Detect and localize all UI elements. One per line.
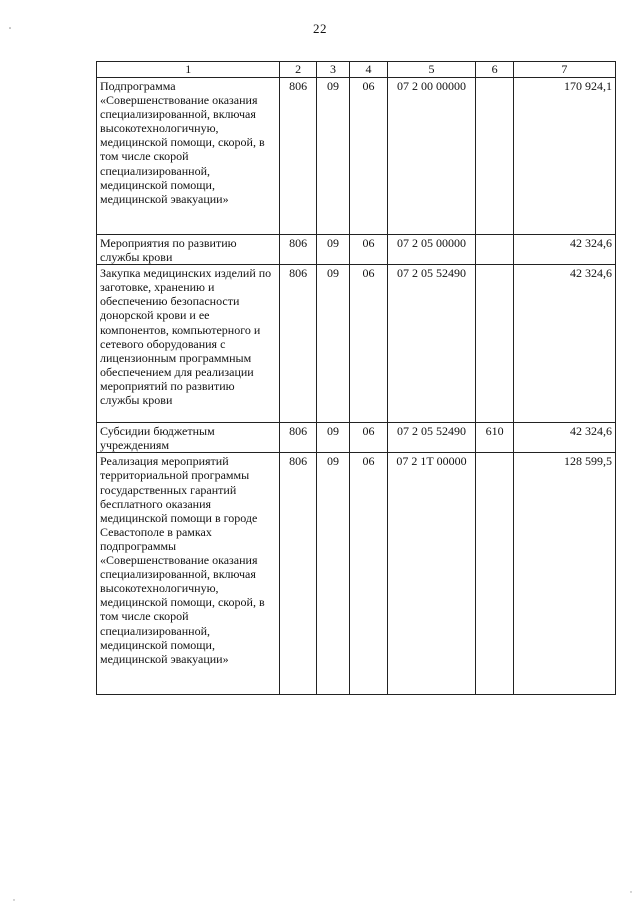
amount-cell: 128 599,5 (513, 453, 615, 695)
subsection-code-cell: 06 (350, 453, 388, 695)
table-row (97, 235, 616, 265)
subsection-code-cell: 06 (350, 265, 388, 423)
table-row (97, 78, 616, 235)
ministry-code-cell: 806 (280, 423, 316, 453)
expense-type-cell (476, 78, 514, 235)
ministry-code-cell: 806 (280, 453, 316, 695)
table-header-row (97, 62, 616, 78)
expense-type-cell (476, 265, 514, 423)
subsection-code-cell: 06 (350, 235, 388, 265)
column-header-6: 6 (476, 62, 514, 78)
target-article-cell: 07 2 1Т 00000 (387, 453, 476, 695)
column-header-1: 1 (97, 62, 280, 78)
page-number: 22 (313, 21, 327, 36)
subsection-code-cell: 06 (350, 423, 388, 453)
amount-cell: 42 324,6 (513, 235, 615, 265)
row-name-cell: Закупка медицинских изделий по заготовке, хранению и обеспечению безопасности донорской крови и ее компонентов, компьютерного и сетевого оборудования с лицензионным программным обеспечением для реализации мероприятий по развитию службы крови (97, 265, 280, 423)
target-article-cell: 07 2 05 52490 (387, 423, 476, 453)
expense-type-cell: 610 (476, 423, 514, 453)
target-article-cell: 07 2 05 00000 (387, 235, 476, 265)
ministry-code-cell: 806 (280, 235, 316, 265)
scan-speck (13, 899, 14, 900)
target-article-cell: 07 2 05 52490 (387, 265, 476, 423)
column-header-5: 5 (387, 62, 476, 78)
section-code-cell: 09 (316, 235, 349, 265)
row-name-cell: Реализация мероприятий территориальной программы государственных гарантий бесплатного оказания медицинской помощи в городе Севастополе в рамках подпрограммы «Совершенствование оказания специализированной, включая высокотехнологичную, медицинской помощи, скорой, в том числе скорой специализированной, медицинской помощи, медицинской эвакуации» (97, 453, 280, 695)
ministry-code-cell: 806 (280, 265, 316, 423)
row-name-cell: Мероприятия по развитию службы крови (97, 235, 280, 265)
column-header-3: 3 (316, 62, 349, 78)
expense-type-cell (476, 235, 514, 265)
budget-table (96, 61, 616, 695)
section-code-cell: 09 (316, 423, 349, 453)
row-name-cell: Субсидии бюджетным учреждениям (97, 423, 280, 453)
section-code-cell: 09 (316, 453, 349, 695)
table-row (97, 423, 616, 453)
table-row (97, 453, 616, 695)
row-name-cell: Подпрограмма «Совершенствование оказания специализированной, включая высокотехнологичную, медицинской помощи, скорой, в том числе скорой специализированной, медицинской помощи, медицинской эвакуации» (97, 78, 280, 235)
section-code-cell: 09 (316, 78, 349, 235)
column-header-7: 7 (513, 62, 615, 78)
column-header-4: 4 (350, 62, 388, 78)
section-code-cell: 09 (316, 265, 349, 423)
target-article-cell: 07 2 00 00000 (387, 78, 476, 235)
amount-cell: 42 324,6 (513, 423, 615, 453)
scan-speck (630, 891, 631, 892)
column-header-2: 2 (280, 62, 316, 78)
expense-type-cell (476, 453, 514, 695)
amount-cell: 170 924,1 (513, 78, 615, 235)
subsection-code-cell: 06 (350, 78, 388, 235)
amount-cell: 42 324,6 (513, 265, 615, 423)
table-row (97, 265, 616, 423)
ministry-code-cell: 806 (280, 78, 316, 235)
